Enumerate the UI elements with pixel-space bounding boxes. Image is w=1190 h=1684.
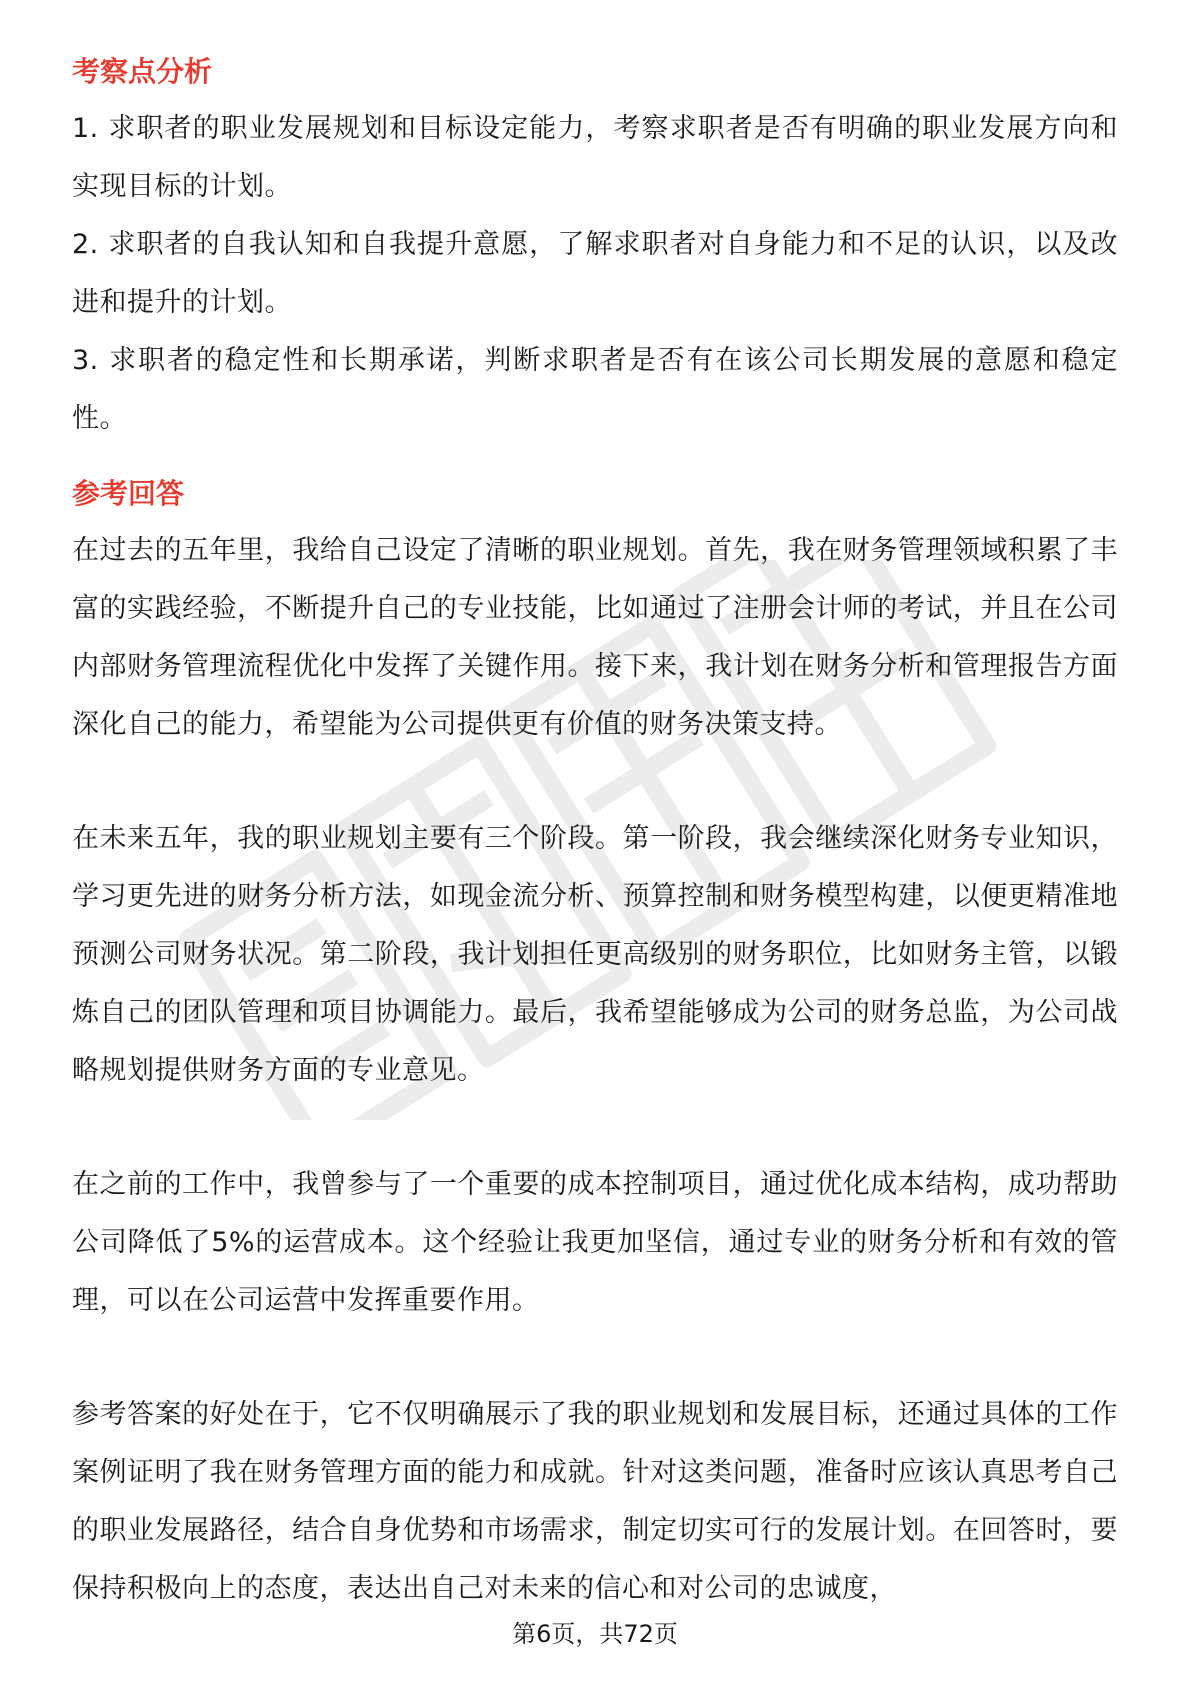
answer-paragraph-2: 在未来五年，我的职业规划主要有三个阶段。第一阶段，我会继续深化财务专业知识，学习更先进的财务分析方法，如现金流分析、预算控制和财务模型构建，以便更精准地预测公司财务状况。第二阶段，我计划担任更高级别的财务职位，比如财务主管，以锻炼自己的团队管理和项目协调能力。最后，我希望能够成为公司的财务总监，为公司战略规划提供财务方面的专业意见。 xyxy=(72,823,1118,1086)
analysis-item-2: 2. 求职者的自我认知和自我提升意愿，了解求职者对自身能力和不足的认识，以及改进和提升的计划。 xyxy=(72,229,1118,318)
answer-paragraph-4: 参考答案的好处在于，它不仅明确展示了我的职业规划和发展目标，还通过具体的工作案例证明了我在财务管理方面的能力和成就。针对这类问题，准备时应该认真思考自己的职业发展路径，结合自身优势和市场需求，制定切实可行的发展计划。在回答时，要保持积极向上的态度，表达出自己对未来的信心和对公司的忠诚度， xyxy=(72,1399,1118,1604)
answer-paragraph-3: 在之前的工作中，我曾参与了一个重要的成本控制项目，通过优化成本结构，成功帮助公司降低了5%的运营成本。这个经验让我更加坚信，通过专业的财务分析和有效的管理，可以在公司运营中发挥重要作用。 xyxy=(72,1169,1118,1316)
analysis-heading: 考察点分析 xyxy=(72,55,213,88)
page-content xyxy=(72,50,1118,1618)
answer-paragraph-1: 在过去的五年里，我给自己设定了清晰的职业规划。首先，我在财务管理领域积累了丰富的实践经验，不断提升自己的专业技能，比如通过了注册会计师的考试，并且在公司内部财务管理流程优化中发挥了关键作用。接下来，我计划在财务分析和管理报告方面深化自己的能力，希望能为公司提供更有价值的财务决策支持。 xyxy=(72,535,1118,740)
page-number: 第6页，共72页 xyxy=(512,1620,678,1648)
answer-heading: 参考回答 xyxy=(72,477,185,510)
analysis-item-3: 3. 求职者的稳定性和长期承诺，判断求职者是否有在该公司长期发展的意愿和稳定性。 xyxy=(72,345,1118,434)
analysis-item-1: 1. 求职者的职业发展规划和目标设定能力，考察求职者是否有明确的职业发展方向和实现目标的计划。 xyxy=(72,113,1118,202)
